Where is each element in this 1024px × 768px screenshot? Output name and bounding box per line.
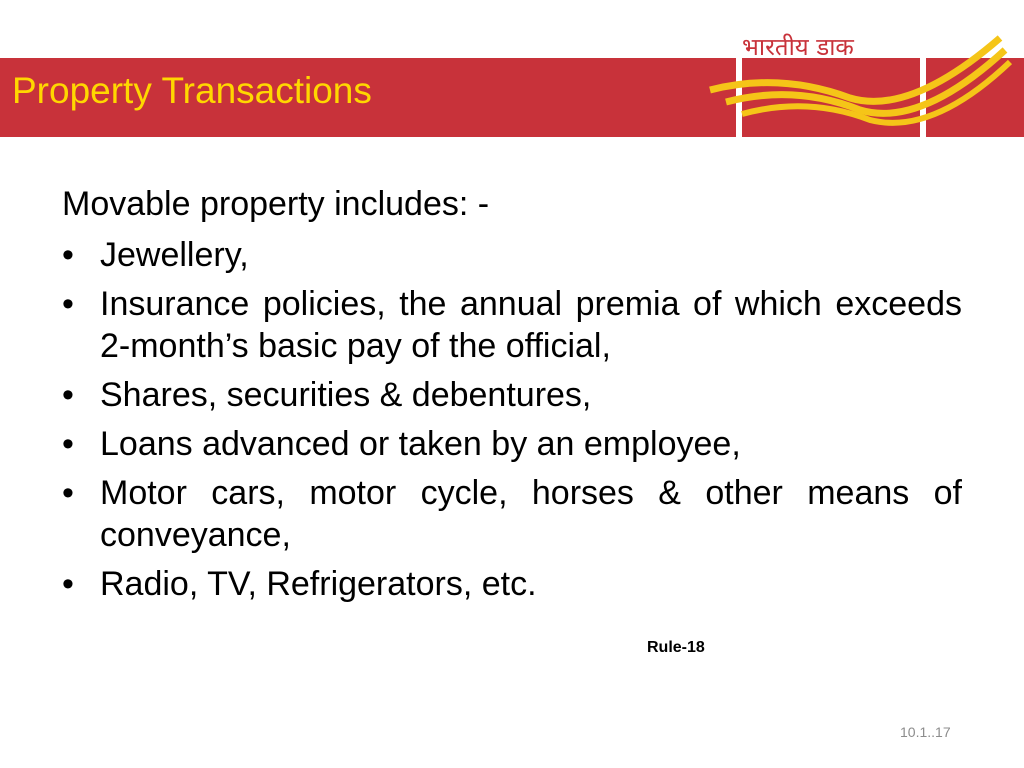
list-item xyxy=(62,472,962,556)
bullet-icon: • xyxy=(62,474,74,512)
list-item xyxy=(62,234,962,276)
rule-reference: Rule-18 xyxy=(647,639,705,656)
list-item-text: Jewellery, xyxy=(100,236,249,274)
slide-title: Property Transactions xyxy=(12,70,372,111)
list-item xyxy=(62,374,962,416)
bullet-icon: • xyxy=(62,565,74,603)
list-item-text: Motor cars, motor cycle, horses & other means of conveyance, xyxy=(100,474,962,554)
bullet-icon: • xyxy=(62,285,74,323)
list-item xyxy=(62,423,962,465)
slide-date: 10.1..17 xyxy=(900,724,951,740)
intro-text: Movable property includes: - xyxy=(62,185,490,223)
list-item-text: Insurance policies, the annual premia of which exceeds 2-month’s basic pay of the official, xyxy=(100,285,962,365)
logo-text: भारतीय डाक xyxy=(742,33,854,61)
list-item xyxy=(62,283,962,367)
list-item xyxy=(62,563,962,605)
bullet-icon: • xyxy=(62,376,74,414)
list-item-text: Radio, TV, Refrigerators, etc. xyxy=(100,565,537,603)
bullet-icon: • xyxy=(62,425,74,463)
bullet-icon: • xyxy=(62,236,74,274)
india-post-logo xyxy=(700,20,1024,140)
list-item-text: Shares, securities & debentures, xyxy=(100,376,592,414)
bullet-list xyxy=(62,234,962,605)
list-item-text: Loans advanced or taken by an employee, xyxy=(100,425,741,463)
slide-body xyxy=(62,182,962,612)
